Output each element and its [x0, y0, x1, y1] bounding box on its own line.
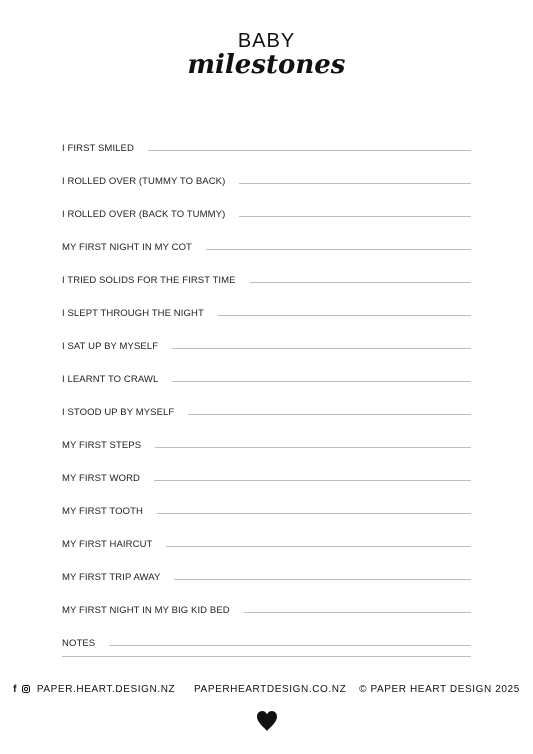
milestone-label: I ROLLED OVER (BACK TO TUMMY) [62, 209, 226, 220]
milestone-answer-line[interactable] [218, 315, 471, 316]
milestone-label: MY FIRST TOOTH [62, 506, 143, 517]
title-milestones: milestones [187, 50, 346, 80]
milestone-row [62, 485, 471, 518]
milestone-row [62, 584, 471, 617]
milestone-label: MY FIRST WORD [62, 473, 141, 484]
milestone-answer-line[interactable] [148, 150, 471, 151]
milestone-row [62, 353, 471, 386]
milestone-answer-line[interactable] [155, 447, 471, 448]
milestone-label: I SLEPT THROUGH THE NIGHT [62, 308, 204, 319]
milestone-list [62, 122, 471, 650]
milestone-label: I ROLLED OVER (TUMMY TO BACK) [62, 176, 226, 187]
milestone-label: I TRIED SOLIDS FOR THE FIRST TIME [62, 275, 236, 286]
milestone-row [62, 518, 471, 551]
milestone-row [62, 452, 471, 485]
milestone-row [62, 320, 471, 353]
milestone-row [62, 122, 471, 155]
milestone-answer-line[interactable] [244, 612, 471, 613]
heart-icon [255, 708, 279, 732]
milestone-label: MY FIRST NIGHT IN MY BIG KID BED [62, 605, 230, 616]
milestone-answer-line[interactable] [174, 579, 471, 580]
milestone-answer-line[interactable] [154, 480, 471, 481]
milestone-row [62, 254, 471, 287]
milestone-label: I STOOD UP BY MYSELF [62, 407, 175, 418]
milestone-label: I FIRST SMILED [62, 143, 134, 154]
milestone-answer-line[interactable] [109, 645, 471, 646]
milestone-answer-line[interactable] [188, 414, 471, 415]
notes-extra-line[interactable] [62, 656, 471, 657]
facebook-icon: f [13, 684, 18, 695]
milestone-row [62, 155, 471, 188]
milestone-row [62, 221, 471, 254]
milestone-row [62, 617, 471, 650]
milestone-label: MY FIRST TRIP AWAY [62, 572, 161, 583]
milestone-answer-line[interactable] [239, 183, 471, 184]
milestone-label: I SAT UP BY MYSELF [62, 341, 159, 352]
footer-copyright: © PAPER HEART DESIGN 2025 [359, 684, 520, 695]
footer-handle[interactable]: PAPER.HEART.DESIGN.NZ [36, 684, 176, 695]
milestone-label: MY FIRST STEPS [62, 440, 142, 451]
page-header [0, 30, 533, 80]
instagram-icon [22, 685, 30, 693]
milestone-label: NOTES [62, 638, 96, 649]
milestone-row [62, 419, 471, 452]
milestone-row [62, 551, 471, 584]
milestone-answer-line[interactable] [157, 513, 471, 514]
milestone-answer-line[interactable] [172, 348, 471, 349]
milestone-row [62, 188, 471, 221]
milestone-answer-line[interactable] [206, 249, 471, 250]
milestone-answer-line[interactable] [239, 216, 471, 217]
footer [0, 684, 533, 695]
milestone-answer-line[interactable] [250, 282, 471, 283]
milestone-label: MY FIRST NIGHT IN MY COT [62, 242, 192, 253]
milestone-label: MY FIRST HAIRCUT [62, 539, 153, 550]
milestone-answer-line[interactable] [172, 381, 471, 382]
milestone-answer-line[interactable] [166, 546, 471, 547]
footer-website[interactable]: PAPERHEARTDESIGN.CO.NZ [194, 684, 347, 695]
milestone-row [62, 386, 471, 419]
milestone-label: I LEARNT TO CRAWL [62, 374, 159, 385]
milestone-row [62, 287, 471, 320]
title-baby: BABY [237, 30, 296, 52]
